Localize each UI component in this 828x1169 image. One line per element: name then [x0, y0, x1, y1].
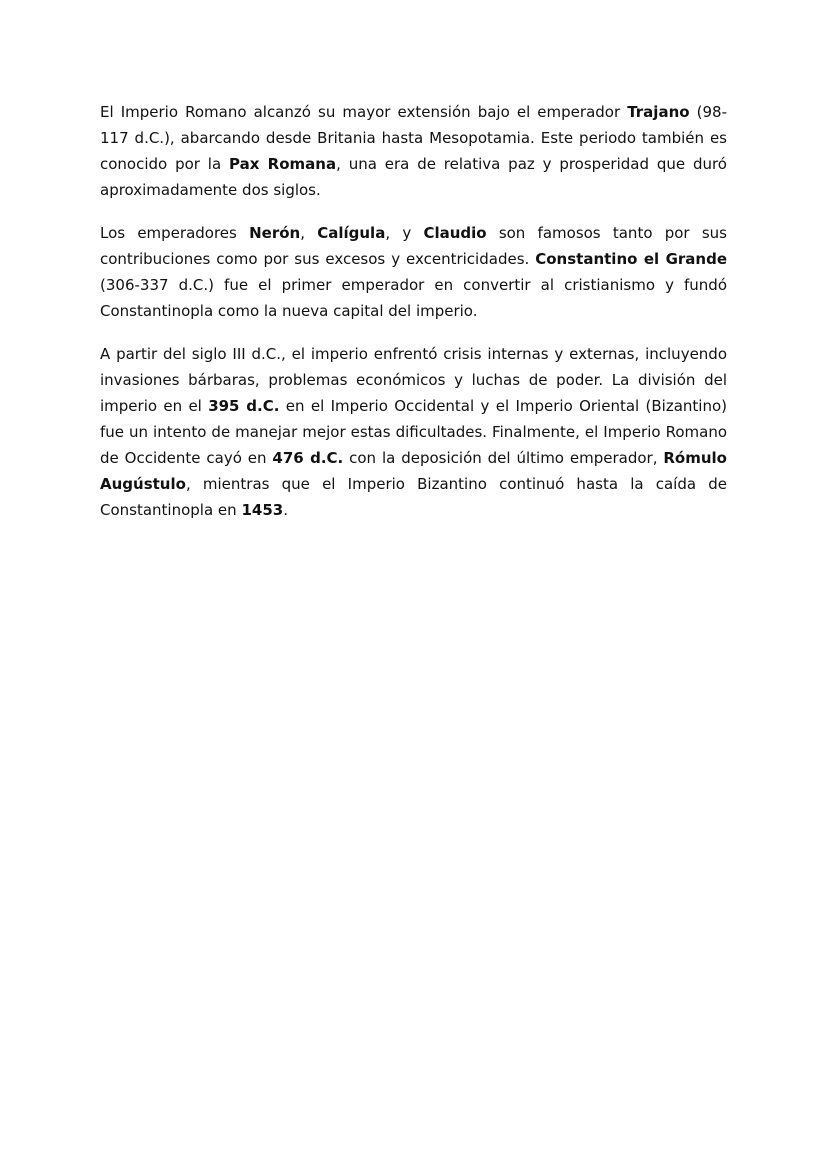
text-segment: , [300, 224, 318, 242]
text-segment: . [283, 501, 288, 519]
text-segment: son famosos tanto por sus contribuciones como por sus excesos y excentricidades. [100, 224, 727, 268]
text-segment: , mientras que el Imperio Bizantino continuó hasta la caída de Constantinopla en [100, 475, 727, 519]
text-segment: El Imperio Romano alcanzó su mayor extensión bajo el emperador [100, 103, 628, 121]
paragraph-2 [100, 220, 727, 324]
bold-term: Trajano [627, 103, 690, 121]
bold-term: Rómulo Augústulo [100, 449, 727, 493]
paragraph-1 [100, 99, 727, 203]
bold-term: Constantino el Grande [535, 250, 727, 268]
bold-term: Nerón [249, 224, 301, 242]
text-segment: con la deposición del último emperador, [343, 449, 664, 467]
text-segment: , una era de relativa paz y prosperidad que duró aproximadamente dos siglos. [100, 155, 727, 199]
text-segment: (98-117 d.C.), abarcando desde Britania hasta Mesopotamia. Este periodo también es conocido por la [100, 103, 727, 173]
paragraph-3 [100, 341, 727, 523]
bold-term: 395 d.C. [208, 397, 280, 415]
text-segment: , y [385, 224, 424, 242]
bold-term: 476 d.C. [272, 449, 344, 467]
bold-term: Claudio [423, 224, 487, 242]
text-segment: Los emperadores [100, 224, 250, 242]
bold-term: Calígula [317, 224, 386, 242]
document-body [100, 99, 727, 540]
text-segment: en el Imperio Occidental y el Imperio Oriental (Bizantino) fue un intento de manejar mejor estas dificultades. Finalmente, el Imperio Romano de Occidente cayó en [100, 397, 727, 467]
text-segment: A partir del siglo III d.C., el imperio enfrentó crisis internas y externas, incluyendo invasiones bárbaras, problemas económicos y luchas de poder. La división del imperio en el [100, 345, 727, 415]
bold-term: 1453 [241, 501, 284, 519]
bold-term: Pax Romana [228, 155, 337, 173]
text-segment: (306-337 d.C.) fue el primer emperador en convertir al cristianismo y fundó Constantinopla como la nueva capital del imperio. [100, 276, 727, 320]
